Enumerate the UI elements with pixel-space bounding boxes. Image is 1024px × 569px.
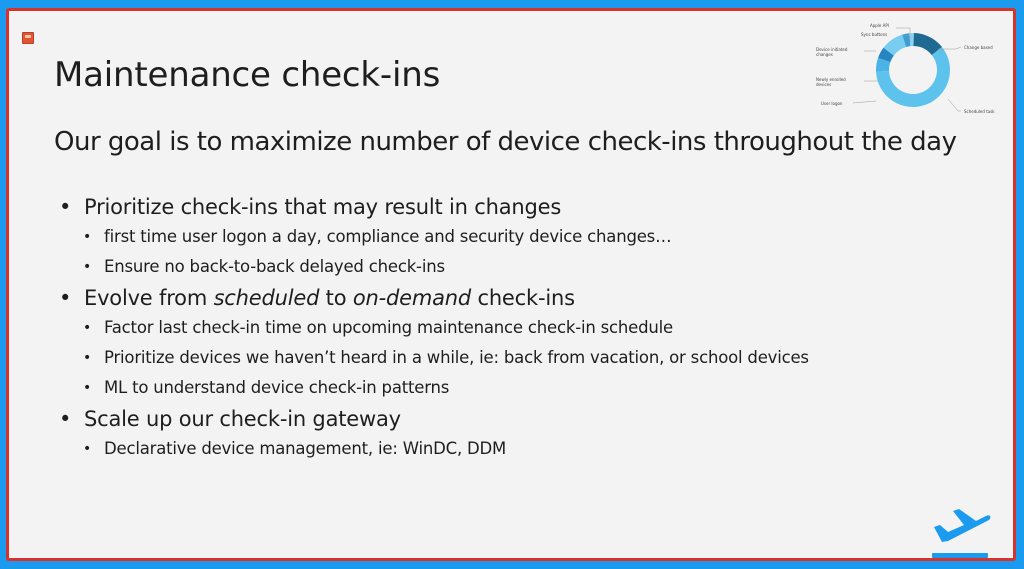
app-icon — [22, 32, 34, 44]
bullet-list — [57, 193, 809, 466]
bullet-evolve — [57, 284, 809, 315]
sub-bullet: • first time user logon a day, compliance and security device changes… — [57, 224, 809, 254]
label-apple-api: Apple API — [870, 23, 889, 28]
label-device-initiated: Device initiated changes — [816, 47, 848, 57]
donut-chart-svg — [806, 21, 1011, 121]
sub-bullet: • Ensure no back-to-back delayed check-ins — [57, 254, 809, 284]
leader-line — [853, 101, 876, 103]
label-change-based: Change based — [964, 45, 993, 50]
slide-title: Maintenance check-ins — [54, 55, 441, 95]
bullet-text: to — [319, 286, 353, 310]
label-user-logon: User logon — [821, 101, 843, 106]
bullet-prioritize: • Prioritize check-ins that may result in changes — [57, 193, 809, 224]
label-sync-buttons: Sync buttons — [861, 32, 888, 37]
donut-chart — [806, 21, 1011, 121]
slide-subtitle: Our goal is to maximize number of device check-ins throughout the day — [54, 127, 957, 157]
label-scheduled-task: Scheduled task — [964, 109, 995, 114]
leader-line — [948, 99, 961, 111]
emphasis-scheduled: scheduled — [213, 286, 320, 310]
slide — [9, 11, 1013, 558]
label-newly-enrolled: Newly enrolled devices — [816, 77, 846, 87]
airplane-departure-icon — [926, 505, 992, 561]
sub-bullet: • Factor last check-in time on upcoming maintenance check-in schedule — [57, 315, 809, 345]
bullet-text: check-ins — [471, 286, 575, 310]
bullet-text: Evolve from — [84, 286, 214, 310]
slide-border — [6, 8, 1016, 561]
emphasis-on-demand: on-demand — [352, 286, 471, 310]
sub-bullet: • ML to understand device check-in patterns — [57, 375, 809, 405]
sub-bullet: • Declarative device management, ie: WinDC, DDM — [57, 436, 809, 466]
sub-bullet: • Prioritize devices we haven’t heard in a while, ie: back from vacation, or school devices — [57, 345, 809, 375]
bullet-scale-up: • Scale up our check-in gateway — [57, 405, 809, 436]
